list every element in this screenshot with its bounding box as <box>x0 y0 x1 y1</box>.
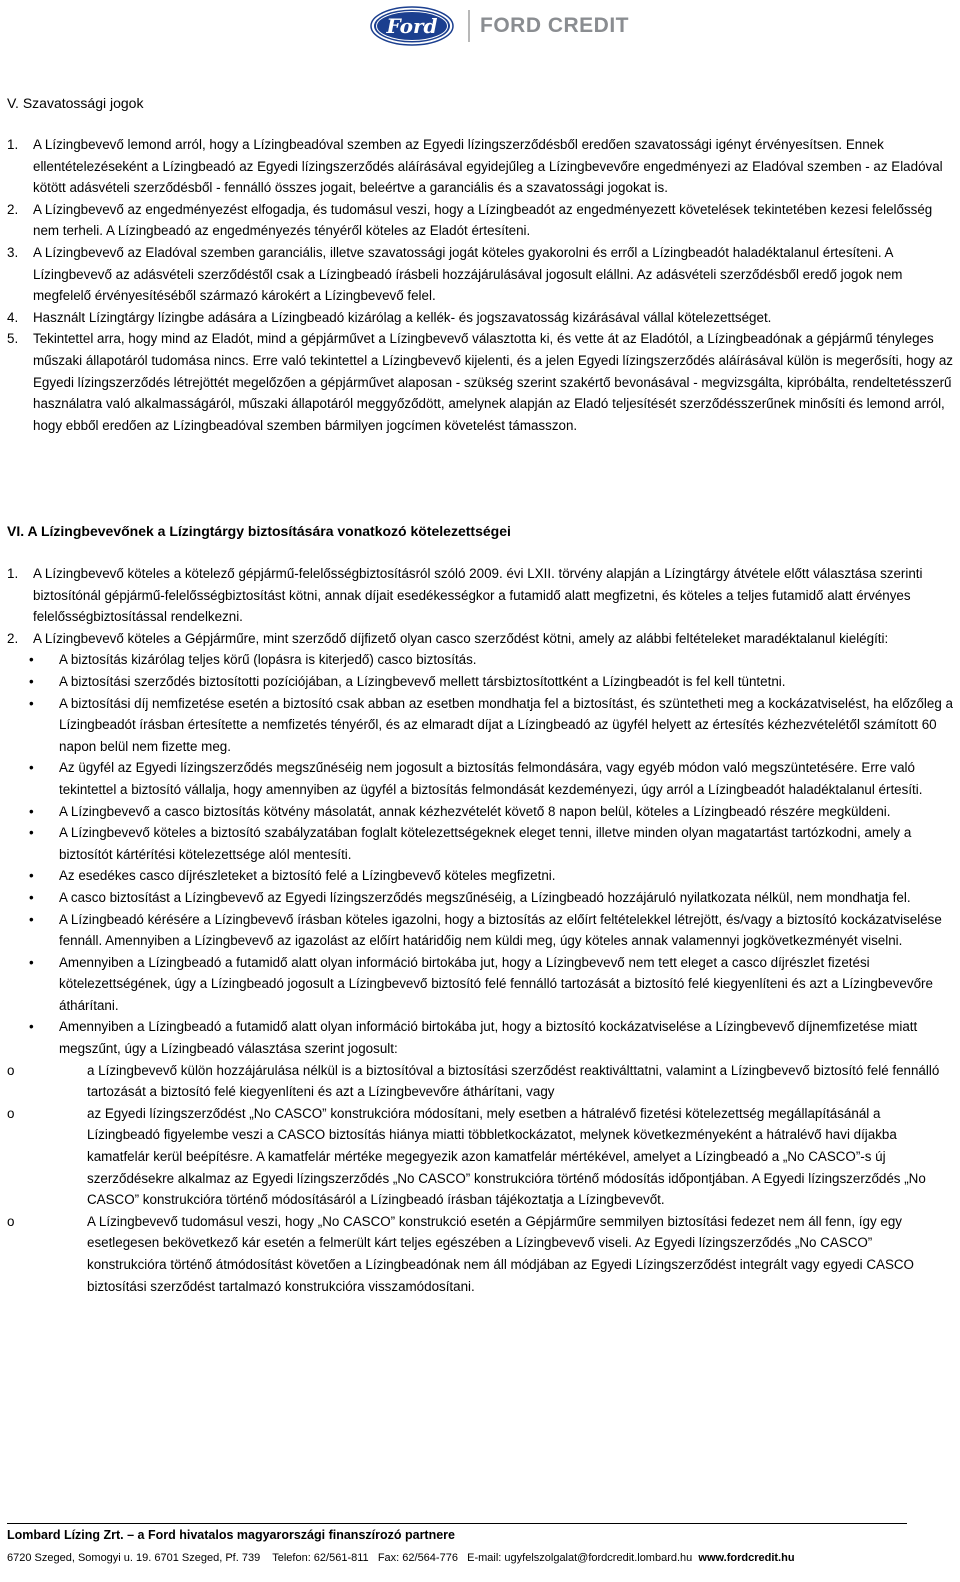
bullet-mark: • <box>29 652 34 668</box>
bullet-text: Az esedékes casco díjrészleteket a biztosító felé a Lízingbevevő köteles megfizetni. <box>59 868 556 884</box>
footer-web[interactable]: www.fordcredit.hu <box>698 1552 795 1564</box>
item-text: A Lízingbevevő az Eladóval szemben garanciális, illetve szavatossági jogát köteles gyakorolni és erről a Lízingbeadót haladéktalanul értesíteni. A Lízingbevevő az adásvételi szerződéstől csak a Lízingbeadó írásbeli hozzájárulásával jogosult elállni. Az adásvételi szerződésből eredő jogok nem megfelelő érvényesítéséből származó károkért a Lízingbevevő felel. <box>33 244 903 304</box>
bullet-text: A Lízingbeadó kérésére a Lízingbevevő írásban köteles igazolni, hogy a biztosítás az előírt feltételekkel létrejött, és/vagy a biztosító kockázatviselése fennáll. Amennyiben a Lízingbevevő az igazolást az előírt határidőig nem küldi meg, úgy köteles annak valamennyi jogkövetkezményét viselni. <box>59 911 942 949</box>
sub-item <box>7 1103 953 1211</box>
item-text: Tekintettel arra, hogy mind az Eladót, mind a gépjárművet a Lízingbevevő választotta ki, és vette át az Eladótól, a Lízingbeadónak a gépjármű tényleges műszaki állapotáról tudomása nincs. Erre való tekintettel a Lízingbevevő kijelenti, és a jelen Egyedi lízingszerződés aláírásával külön is megerősíti, hogy az Egyedi lízingszerződés létrejöttét megelőzően a gépjárművet alaposan - szükség szerint szakértő bevonásával - megvizsgálta, kipróbálta, rendeltetésszerű használatra való alkalmasságáról, műszaki állapotáról meggyőződött, amelynek alapján az Eladó teljesítését szerződésszerűnek minősíti és lemond arról, hogy ebből eredően az Lízingbeadóval szemben bármilyen jogcímen követelést támasszon. <box>33 331 953 433</box>
sub-text: a Lízingbevevő külön hozzájárulása nélkül is a biztosítóval a biztosítási szerződést reaktiválttatni, valamint a Lízingbevevő biztosító felé fennálló tartozását a biztosító felé kiegyenlíteni és azt a Lízingbevevőre áthárítani, vagy <box>87 1062 940 1100</box>
bullet-item <box>7 757 953 800</box>
bullet-item <box>7 887 953 909</box>
item-number: 1. <box>7 137 19 152</box>
footer-contact <box>7 1548 795 1570</box>
section-5-title: V. Szavatossági jogok <box>7 95 144 111</box>
sub-item <box>7 1060 953 1103</box>
footer-divider <box>7 1523 907 1524</box>
item-text: Használt Lízingtárgy lízingbe adására a Lízingbeadó kizárólag a kellék- és jogszavatosság kizárásával vállal kötelezettséget. <box>33 309 772 325</box>
bullet-text: Az ügyfél az Egyedi lízingszerződés megszűnéséig nem jogosult a biztosítás felmondására, vagy egyéb módon való megszüntetésére. Erre való tekintettel a biztosító vállalja, hogy amennyiben az ügyfél a biztosítás felmondását kezdeményezi, úgy arról a Lízingbeadót haladéktalanul értesíti. <box>59 760 923 797</box>
footer-email[interactable]: E-mail: ugyfelszolgalat@fordcredit.lombard.hu <box>467 1552 693 1564</box>
item-text: A Lízingbevevő az engedményezést elfogadja, és tudomásul veszi, hogy a Lízingbeadót az engedményezett követelések tekintetében kezesi felelősség nem terheli. A Lízingbeadó az engedményezés tényéről köteles az Eladót értesíteni. <box>33 201 933 239</box>
list-item <box>7 199 953 242</box>
sub-mark: o <box>7 1062 15 1078</box>
bullet-text: Amennyiben a Lízingbeadó a futamidő alatt olyan információ birtokába jut, hogy a biztosító kockázatviselése a Lízingbevevő díjnemfizetése miatt megszűnt, úgy a Lízingbeadó választása szerint jogosult: <box>59 1019 918 1057</box>
bullet-mark: • <box>29 954 34 970</box>
bullet-item <box>7 952 953 1017</box>
footer-address: 6720 Szeged, Somogyi u. 19. 6701 Szeged, Pf. 739 <box>7 1552 261 1564</box>
bullet-item <box>7 801 953 823</box>
ford-oval-logo <box>370 6 454 46</box>
sub-item <box>7 1211 953 1297</box>
item-number: 2. <box>7 630 19 646</box>
sub-text: az Egyedi lízingszerződést „No CASCO” konstrukcióra módosítani, mely esetben a hátralévő fizetési kötelezettség megállapításánál a Lízingbeadó figyelembe veszi a CASCO biztosítás hiánya miatti többletkockázatot, melynek következményeként a hátralévő havi díjakba kamatfelár kerül beépítésre. A kamatfelár mértéke megegyezik azon kamatfelár mértékével, amelyet a Lízingbeadó a „No CASCO”-s új szerződésekre alkalmaz az Egyedi lízingszerződés „No CASCO” konstrukcióra történő módosítás időpontjában. A Egyedi lízingszerződés „No CASCO” konstrukcióra történő módosításáról a Lízingbeadó írásban tájékoztatja a Lízingbevevőt. <box>87 1105 926 1208</box>
bullet-mark: • <box>29 673 34 689</box>
bullet-item <box>7 865 953 887</box>
bullet-text: A casco biztosítást a Lízingbevevő az Egyedi lízingszerződés megszűnéséig, a Lízingbeadó hozzájáruló nyilatkozata nélkül, nem mondhatja fel. <box>59 889 911 905</box>
list-item <box>7 134 953 199</box>
list-item <box>7 242 953 307</box>
item-text: A Lízingbevevő köteles a Gépjárműre, mint szerződő díjfizető olyan casco szerződést kötni, amely az alábbi feltételeket maradéktalanul kielégíti: <box>33 630 889 646</box>
bullet-text: A Lízingbevevő a casco biztosítás kötvény másolatát, annak kézhezvételét követő 8 napon belül, köteles a Lízingbeadó részére megküldeni. <box>59 803 891 819</box>
footer-phone: Telefon: 62/561-811 <box>272 1552 369 1564</box>
bullet-item <box>7 822 953 865</box>
bullet-mark: • <box>29 889 34 905</box>
list-item <box>7 628 953 650</box>
list-item <box>7 328 953 436</box>
bullet-item <box>7 649 953 671</box>
bullet-mark: • <box>29 695 34 711</box>
footer-fax: Fax: 62/564-776 <box>377 1552 458 1564</box>
item-text: A Lízingbevevő köteles a kötelező gépjármű-felelősségbiztosításról szóló 2009. évi LXII. törvény alapján a Lízingtárgy átvétele előtt választása szerinti biztosítónál gépjármű-felelősségbiztosítást kötni, annak díjait esedékességkor a futamidő alatt megfizetni, és köteles a teljes futamidő alatt érvényes felelősségbiztosítással rendelkezni. <box>33 566 923 625</box>
bullet-text: A biztosítási szerződés biztosítotti pozíciójában, a Lízingbevevő mellett társbiztosítottként a Lízingbeadót is fel kell tüntetni. <box>59 673 786 689</box>
bullet-mark: • <box>29 868 34 884</box>
bullet-mark: • <box>29 911 34 927</box>
oval-brand-text: Ford <box>386 14 438 38</box>
logo-divider <box>468 10 470 42</box>
item-text: A Lízingbevevő lemond arról, hogy a Lízingbeadóval szemben az Egyedi lízingszerződésből eredően szavatossági igényt érvényesítsen. Ennek ellentételezéseként a Lízingbeadó az Egyedi lízingszerződés aláírásával egyidejűleg a Lízingbevevőre engedményezi az Eladóval szemben - az Eladóval kötött adásvételi szerződésből - fennálló összes jogait, beleértve a garanciális és a szavatossági jogokat is. <box>33 137 943 196</box>
list-item <box>7 307 953 329</box>
bullet-item <box>7 693 953 758</box>
bullet-mark: • <box>29 1019 34 1035</box>
sub-mark: o <box>7 1213 15 1229</box>
bullet-text: A biztosítás kizárólag teljes körű (lopásra is kiterjedő) casco biztosítás. <box>59 652 477 668</box>
sub-mark: o <box>7 1105 15 1121</box>
bullet-item <box>7 909 953 952</box>
bullet-mark: • <box>29 825 34 841</box>
item-number: 3. <box>7 244 19 260</box>
item-number: 1. <box>7 566 19 581</box>
bullet-mark: • <box>29 760 34 776</box>
bullet-item <box>7 1016 953 1059</box>
item-number: 5. <box>7 331 19 347</box>
footer-company: Lombard Lízing Zrt. – a Ford hivatalos magyarországi finanszírozó partnere <box>7 1528 455 1542</box>
bullet-text: A Lízingbevevő köteles a biztosító szabályzatában foglalt kötelezettségeknek eleget tenni, illetve minden olyan magatartást tartózkodni, amely a biztosítót kártérítési kötelezettsége alól mentesíti. <box>59 825 912 862</box>
bullet-mark: • <box>29 803 34 819</box>
header-logo <box>0 4 960 50</box>
section-5-list <box>7 134 953 436</box>
section-6-title: VI. A Lízingbevevőnek a Lízingtárgy biztosítására vonatkozó kötelezettségei <box>7 523 511 539</box>
bullet-item <box>7 671 953 693</box>
item-number: 2. <box>7 201 19 217</box>
item-number: 4. <box>7 309 19 325</box>
brand-text: FORD CREDIT <box>480 14 629 37</box>
bullet-text: Amennyiben a Lízingbeadó a futamidő alatt olyan információ birtokába jut, hogy a Lízingbevevő nem tett eleget a casco díjrészlet fizetési kötelezettségének, úgy a Lízingbeadó jogosult a Lízingbevevő biztosító felé fennálló tartozását a biztosító felé kiegyenlíteni és azt a Lízingbevevőre áthárítani. <box>59 954 933 1013</box>
section-6-list <box>7 563 953 1297</box>
sub-text: A Lízingbevevő tudomásul veszi, hogy „No CASCO” konstrukció esetén a Gépjárműre semmilyen biztosítási fedezet nem áll fenn, így egy esetlegesen bekövetkező kár esetén a felmerült kárt teljes egészében a Lízingbevevő viseli. Az Egyedi lízingszerződés „No CASCO” konstrukcióra történő átmódosítást követően a Lízingbeadónak nem áll módjában az Egyedi Lízingszerződést integrált vagy egyedi CASCO biztosítási szerződést tartalmazó konstrukcióra visszamódosítani. <box>87 1213 914 1294</box>
list-item <box>7 563 953 628</box>
bullet-text: A biztosítási díj nemfizetése esetén a biztosító csak abban az esetben mondhatja fel a biztosítást, és szüntetheti meg a kockázatviselést, ha előzőleg a Lízingbeadót írásban értesítette a nemfizetés tényéről, és az elmaradt díjat a Lízingbeadó az ügyfél helyett az értesítés kézhezvételétől számított 60 napon belül nem fizette meg. <box>59 695 953 754</box>
